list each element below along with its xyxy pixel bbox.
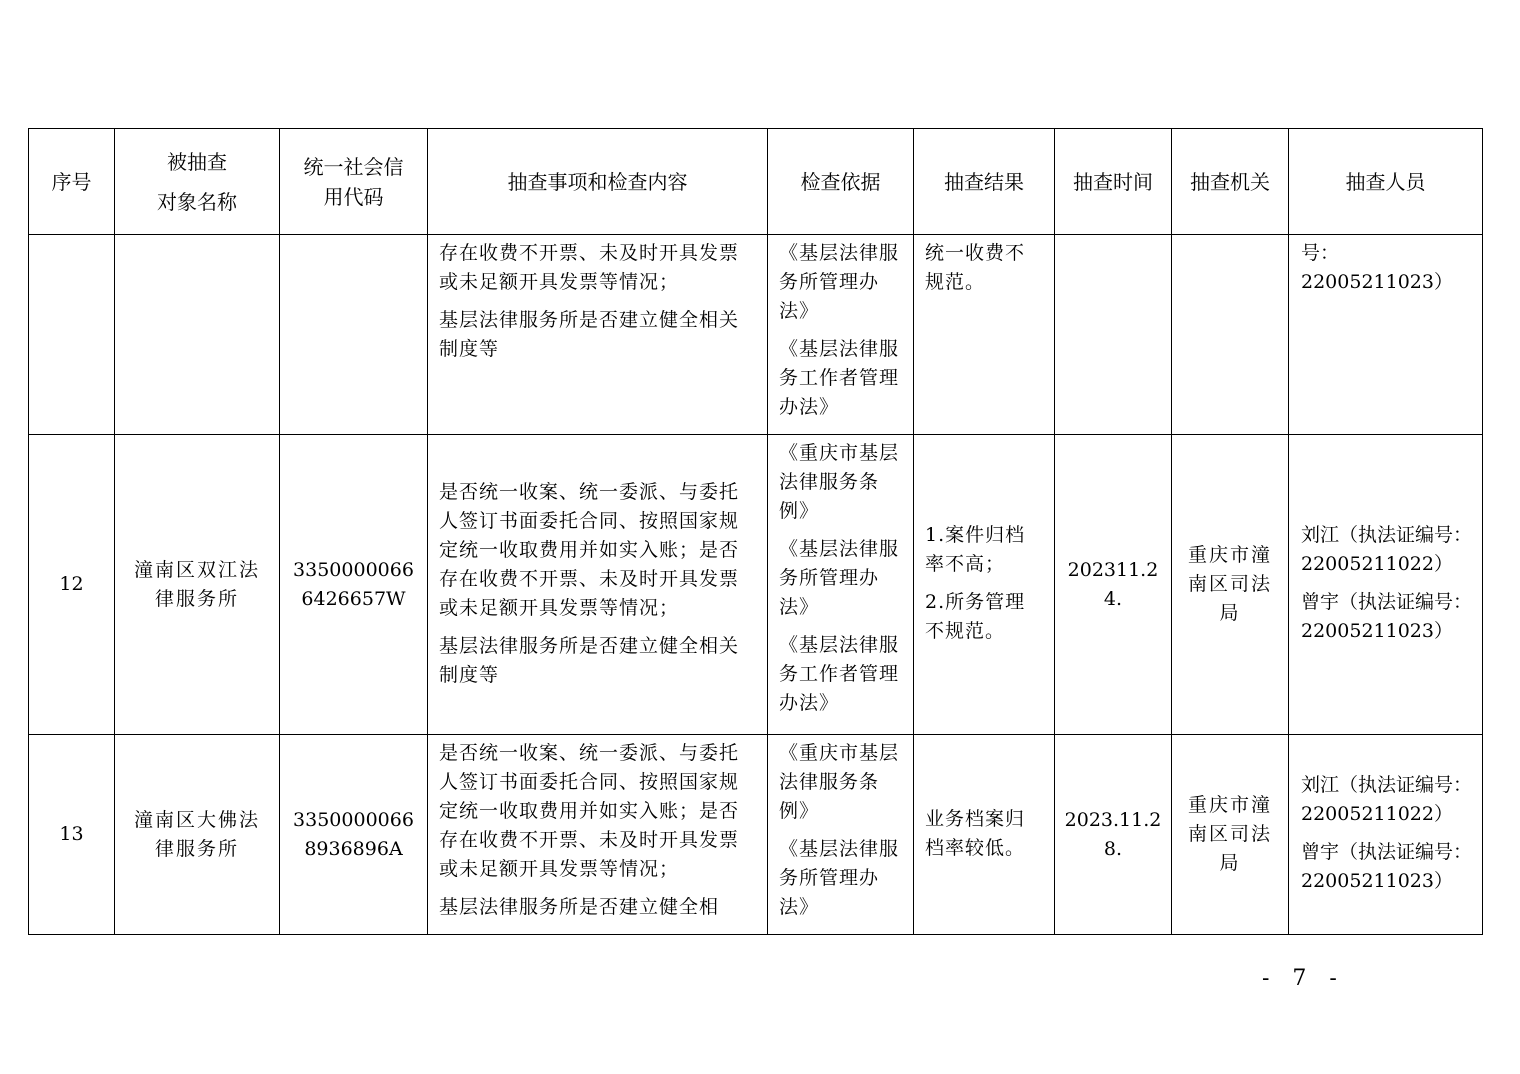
- basis-cell: [768, 735, 914, 935]
- basis-paragraph: 《重庆市基层法律服务条例》: [779, 442, 900, 522]
- staff-paragraph: 号：22005211023）: [1301, 242, 1453, 293]
- staff-paragraph: 刘江（执法证编号：22005211022）: [1301, 524, 1473, 575]
- header-cell: 检查依据: [768, 129, 914, 235]
- basis-paragraph: 《基层法律服务工作者管理办法》: [779, 634, 900, 714]
- inspection-table: [28, 128, 1483, 935]
- result-paragraph: 2.所务管理不规范。: [925, 591, 1026, 642]
- staff-paragraph: 刘江（执法证编号：22005211022）: [1301, 774, 1473, 825]
- header-row: [29, 129, 1483, 235]
- agency-cell: [1172, 235, 1289, 435]
- name-cell: [115, 235, 280, 435]
- table-row: [29, 235, 1483, 435]
- page-number: - 7 -: [1262, 966, 1345, 991]
- staff-cell: [1289, 435, 1483, 735]
- content-paragraph: 基层法律服务所是否建立健全相关制度等: [439, 309, 740, 360]
- content-cell: [428, 435, 768, 735]
- name-cell: 潼南区双江法律服务所: [115, 435, 280, 735]
- result-paragraph: 业务档案归档率较低。: [925, 807, 1026, 859]
- time-cell: 202311.24.: [1055, 435, 1172, 735]
- result-cell: [914, 735, 1055, 935]
- header-cell: 序号: [29, 129, 115, 235]
- time-cell: [1055, 235, 1172, 435]
- basis-paragraph: 《基层法律服务所管理办法》: [779, 538, 900, 618]
- seq-cell: 12: [29, 435, 115, 735]
- basis-paragraph: 《基层法律服务工作者管理办法》: [779, 338, 900, 418]
- header-cell: 被抽查 对象名称: [115, 129, 280, 235]
- result-paragraph: 统一收费不规范。: [925, 242, 1026, 293]
- content-cell: [428, 735, 768, 935]
- basis-paragraph: 《基层法律服务所管理办法》: [779, 838, 900, 918]
- seq-cell: [29, 235, 115, 435]
- code-cell: 33500000668936896A: [280, 735, 428, 935]
- staff-paragraph: 曾宇（执法证编号：22005211023）: [1301, 591, 1473, 642]
- result-cell: [914, 435, 1055, 735]
- basis-cell: [768, 235, 914, 435]
- content-paragraph: 基层法律服务所是否建立健全相: [439, 896, 720, 918]
- code-cell: 33500000666426657W: [280, 435, 428, 735]
- header-cell: 抽查时间: [1055, 129, 1172, 235]
- basis-paragraph: 《重庆市基层法律服务条例》: [779, 742, 900, 822]
- table-row: [29, 435, 1483, 735]
- staff-paragraph: 曾宇（执法证编号：22005211023）: [1301, 841, 1473, 892]
- result-paragraph: 1.案件归档率不高；: [925, 524, 1026, 575]
- table-row: [29, 735, 1483, 935]
- agency-cell: 重庆市潼南区司法局: [1172, 435, 1289, 735]
- code-cell: [280, 235, 428, 435]
- basis-cell: [768, 435, 914, 735]
- agency-cell: 重庆市潼南区司法局: [1172, 735, 1289, 935]
- content-paragraph: 是否统一收案、统一委派、与委托人签订书面委托合同、按照国家规定统一收取费用并如实入账；是否存在收费不开票、未及时开具发票或未足额开具发票等情况；: [439, 742, 740, 880]
- content-cell: [428, 235, 768, 435]
- basis-paragraph: 《基层法律服务所管理办法》: [779, 242, 900, 322]
- header-cell: 抽查机关: [1172, 129, 1289, 235]
- result-cell: [914, 235, 1055, 435]
- time-cell: 2023.11.28.: [1055, 735, 1172, 935]
- content-paragraph: 基层法律服务所是否建立健全相关制度等: [439, 634, 740, 686]
- name-cell: 潼南区大佛法律服务所: [115, 735, 280, 935]
- content-paragraph: 存在收费不开票、未及时开具发票或未足额开具发票等情况；: [439, 242, 740, 293]
- header-cell: 统一社会信 用代码: [280, 129, 428, 235]
- content-paragraph: 是否统一收案、统一委派、与委托人签订书面委托合同、按照国家规定统一收取费用并如实入账；是否存在收费不开票、未及时开具发票或未足额开具发票等情况；: [439, 480, 740, 619]
- seq-cell: 13: [29, 735, 115, 935]
- staff-cell: [1289, 235, 1483, 435]
- staff-cell: [1289, 735, 1483, 935]
- header-cell: 抽查事项和检查内容: [428, 129, 768, 235]
- header-cell: 抽查结果: [914, 129, 1055, 235]
- header-cell: 抽查人员: [1289, 129, 1483, 235]
